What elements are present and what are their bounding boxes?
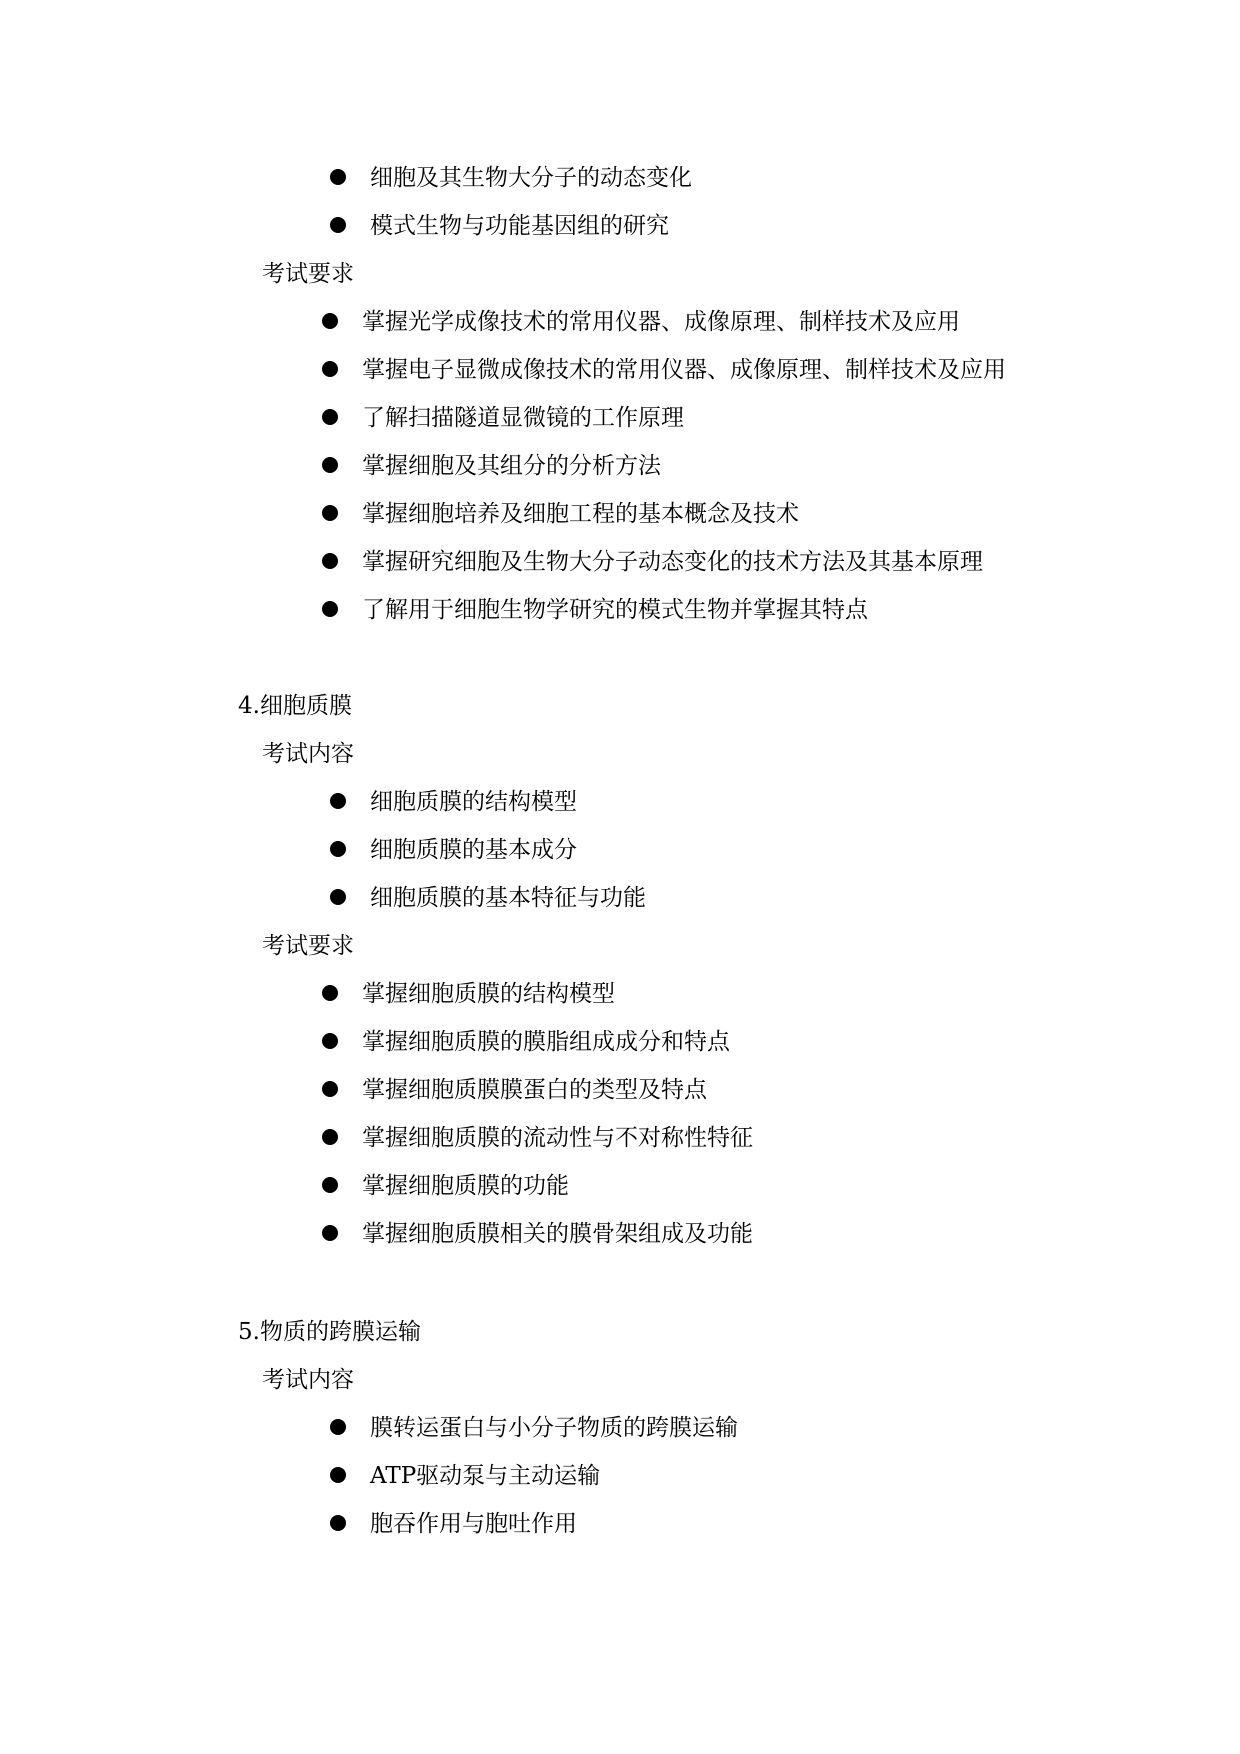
requirements-label: 考试要求 (262, 261, 354, 287)
list-item (330, 1461, 600, 1491)
list-item (330, 163, 692, 193)
list-item (330, 835, 577, 865)
list-item-text: 掌握细胞质膜的膜脂组成成分和特点 (362, 1029, 730, 1055)
bullet-icon (322, 1033, 338, 1049)
list-item (322, 1075, 707, 1105)
bullet-icon (330, 793, 346, 809)
bullet-icon (322, 505, 338, 521)
bullet-icon (322, 1129, 338, 1145)
list-item-text: 掌握光学成像技术的常用仪器、成像原理、制样技术及应用 (362, 309, 960, 335)
list-item-text: 细胞及其生物大分子的动态变化 (370, 165, 692, 191)
section-title: 5.物质的跨膜运输 (238, 1319, 421, 1345)
bullet-icon (330, 217, 346, 233)
list-item (322, 307, 960, 337)
list-item-text: 掌握细胞质膜膜蛋白的类型及特点 (362, 1077, 707, 1103)
list-item-text: 掌握细胞质膜的流动性与不对称性特征 (362, 1125, 753, 1151)
list-item (322, 595, 868, 625)
list-item (322, 1123, 753, 1153)
list-item-text: ATP驱动泵与主动运输 (370, 1463, 601, 1489)
bullet-icon (322, 313, 338, 329)
section-title: 4.细胞质膜 (238, 693, 352, 719)
list-item-text: 细胞质膜的基本成分 (370, 837, 577, 863)
list-item (322, 547, 983, 577)
list-item-text: 了解扫描隧道显微镜的工作原理 (362, 405, 684, 431)
list-item-text: 掌握研究细胞及生物大分子动态变化的技术方法及其基本原理 (362, 549, 983, 575)
bullet-icon (330, 889, 346, 905)
bullet-icon (322, 601, 338, 617)
bullet-icon (322, 1081, 338, 1097)
list-item-text: 模式生物与功能基因组的研究 (370, 213, 669, 239)
list-item-text: 掌握细胞质膜相关的膜骨架组成及功能 (362, 1221, 753, 1247)
list-item (322, 1219, 753, 1249)
bullet-icon (322, 361, 338, 377)
list-item (330, 787, 577, 817)
bullet-icon (322, 1177, 338, 1193)
bullet-icon (322, 409, 338, 425)
list-item (330, 1509, 577, 1539)
list-item-text: 掌握细胞及其组分的分析方法 (362, 453, 661, 479)
bullet-icon (330, 169, 346, 185)
list-item (322, 1027, 730, 1057)
content-label: 考试内容 (262, 741, 354, 767)
list-item-text: 膜转运蛋白与小分子物质的跨膜运输 (370, 1415, 738, 1441)
list-item (322, 403, 684, 433)
list-item (322, 1171, 569, 1201)
list-item (330, 883, 646, 913)
list-item (322, 355, 1006, 385)
list-item-text: 细胞质膜的基本特征与功能 (370, 885, 646, 911)
bullet-icon (322, 1225, 338, 1241)
content-label: 考试内容 (262, 1367, 354, 1393)
bullet-icon (330, 1515, 346, 1531)
list-item-text: 细胞质膜的结构模型 (370, 789, 577, 815)
bullet-icon (330, 841, 346, 857)
list-item-text: 掌握细胞质膜的功能 (362, 1173, 569, 1199)
bullet-icon (322, 985, 338, 1001)
bullet-icon (322, 457, 338, 473)
requirements-label: 考试要求 (262, 933, 354, 959)
bullet-icon (322, 553, 338, 569)
list-item-text: 掌握电子显微成像技术的常用仪器、成像原理、制样技术及应用 (362, 357, 1006, 383)
list-item-text: 胞吞作用与胞吐作用 (370, 1511, 577, 1537)
list-item-text: 了解用于细胞生物学研究的模式生物并掌握其特点 (362, 597, 868, 623)
list-item-text: 掌握细胞培养及细胞工程的基本概念及技术 (362, 501, 799, 527)
bullet-icon (330, 1467, 346, 1483)
list-item (330, 1413, 738, 1443)
list-item-text: 掌握细胞质膜的结构模型 (362, 981, 615, 1007)
bullet-icon (330, 1419, 346, 1435)
list-item (322, 451, 661, 481)
list-item (322, 979, 615, 1009)
list-item (322, 499, 799, 529)
list-item (330, 211, 669, 241)
